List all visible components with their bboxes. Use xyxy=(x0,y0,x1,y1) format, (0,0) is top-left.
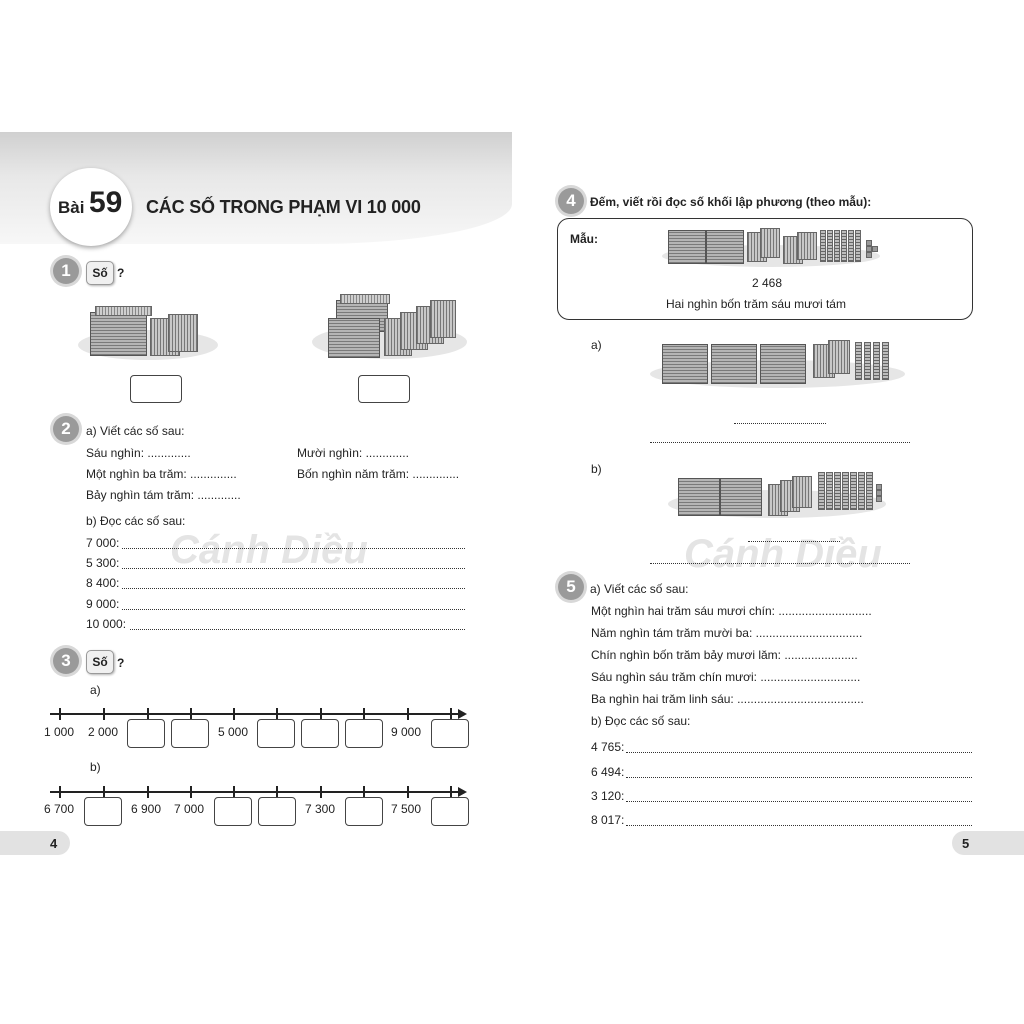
thousand-cube-top xyxy=(340,294,390,304)
ex5-b-answer-line[interactable] xyxy=(626,777,972,778)
arrow-head-icon xyxy=(458,709,467,719)
tick-label: 5 000 xyxy=(218,725,249,739)
ex5-b-answer-line[interactable] xyxy=(626,825,972,826)
ex2-b-label: 9 000: xyxy=(86,597,120,611)
ten-rod xyxy=(841,230,847,262)
sample-label: Mẫu: xyxy=(570,232,598,246)
answer-box-1b[interactable] xyxy=(358,375,410,403)
ex5-b-label: 3 120: xyxy=(591,789,625,803)
ten-rod xyxy=(826,472,833,510)
number-box[interactable] xyxy=(258,797,296,826)
hundred-flat xyxy=(828,340,850,374)
ex2-a-item: Mười nghìn: ............. xyxy=(297,446,409,460)
number-box[interactable] xyxy=(171,719,209,748)
lesson-title: CÁC SỐ TRONG PHẠM VI 10 000 xyxy=(146,197,421,217)
ex4-a-label: a) xyxy=(591,338,602,352)
ten-rod xyxy=(882,342,889,380)
thousand-cube xyxy=(720,478,762,516)
lesson-number: 59 xyxy=(89,186,123,219)
number-box[interactable] xyxy=(84,797,122,826)
so-chip-1: Số xyxy=(86,261,114,285)
ex2-a-item: Sáu nghìn: ............. xyxy=(86,446,191,460)
tick xyxy=(233,708,235,720)
ex2-b-answer-line[interactable] xyxy=(122,548,465,549)
page-number-left: 4 xyxy=(50,836,58,851)
exercise-5-badge: 5 xyxy=(558,574,584,600)
ten-rod xyxy=(818,472,825,510)
thousand-cube xyxy=(711,344,757,384)
so-chip-3: Số xyxy=(86,650,114,674)
number-line-a xyxy=(50,713,460,715)
tick-label: 6 700 xyxy=(44,802,75,816)
arrow-head-icon xyxy=(458,787,467,797)
thousand-cube xyxy=(90,312,147,356)
ex5-b-label: 4 765: xyxy=(591,740,625,754)
sample-number: 2 468 xyxy=(752,276,783,290)
ten-rod xyxy=(864,342,871,380)
thousand-cube xyxy=(760,344,806,384)
ex4-title: Đếm, viết rồi đọc số khối lập phương (theo mẫu): xyxy=(590,195,872,209)
unit-cube xyxy=(872,246,878,252)
ex4-a-words-line[interactable] xyxy=(650,442,910,443)
ex4-b-words-line[interactable] xyxy=(650,563,910,564)
tick-label: 6 900 xyxy=(131,802,162,816)
thousand-cube xyxy=(328,318,380,358)
ten-rod xyxy=(827,230,833,262)
ten-rod xyxy=(873,342,880,380)
ex5-b-label: 8 017: xyxy=(591,813,625,827)
number-box[interactable] xyxy=(214,797,252,826)
question-mark-1: ? xyxy=(117,266,125,280)
ex2-a-item: Bảy nghìn tám trăm: ............. xyxy=(86,488,241,502)
ex2-a-title: a) Viết các số sau: xyxy=(86,424,185,438)
number-box[interactable] xyxy=(431,719,469,748)
thousand-cube-top xyxy=(95,306,152,316)
ten-rod xyxy=(834,230,840,262)
tick xyxy=(407,786,409,798)
ex5-a-item: Một nghìn hai trăm sáu mươi chín: ............................ xyxy=(591,604,872,618)
tick xyxy=(59,786,61,798)
ex5-b-answer-line[interactable] xyxy=(626,801,972,802)
ex4-b-label: b) xyxy=(591,462,602,476)
ten-rod xyxy=(850,472,857,510)
ex5-b-answer-line[interactable] xyxy=(626,752,972,753)
ex2-b-answer-line[interactable] xyxy=(130,629,465,630)
ex2-b-label: 5 300: xyxy=(86,556,120,570)
tick-label: 2 000 xyxy=(88,725,119,739)
ex5-b-title: b) Đọc các số sau: xyxy=(591,714,691,728)
thousand-cube xyxy=(668,230,706,264)
number-box[interactable] xyxy=(127,719,165,748)
tick xyxy=(59,708,61,720)
ten-rod xyxy=(855,342,862,380)
ten-rod xyxy=(848,230,854,262)
ex3-a-label: a) xyxy=(90,683,101,697)
hundred-flat xyxy=(760,228,780,258)
thousand-cube xyxy=(662,344,708,384)
ex3-b-label: b) xyxy=(90,760,101,774)
unit-cube xyxy=(876,496,882,502)
number-box[interactable] xyxy=(345,797,383,826)
tick xyxy=(407,708,409,720)
ex4-b-number-line[interactable] xyxy=(748,541,840,542)
ex2-b-label: 10 000: xyxy=(86,617,127,631)
exercise-4-badge: 4 xyxy=(558,188,584,214)
ex5-a-item: Ba nghìn hai trăm linh sáu: ...................................... xyxy=(591,692,864,706)
ten-rod xyxy=(866,472,873,510)
ex2-b-title: b) Đọc các số sau: xyxy=(86,514,186,528)
watermark-left: Cánh Diều xyxy=(170,528,368,572)
tick xyxy=(190,786,192,798)
ex2-b-label: 8 400: xyxy=(86,576,120,590)
ten-rod xyxy=(842,472,849,510)
thousand-cube xyxy=(706,230,744,264)
ex2-b-answer-line[interactable] xyxy=(122,609,465,610)
tick xyxy=(103,708,105,720)
ex2-b-label: 7 000: xyxy=(86,536,120,550)
tick-label: 7 300 xyxy=(305,802,336,816)
tick-label: 9 000 xyxy=(391,725,422,739)
ex2-b-answer-line[interactable] xyxy=(122,568,465,569)
ex4-a-number-line[interactable] xyxy=(734,423,826,424)
exercise-3-badge: 3 xyxy=(53,648,79,674)
ex5-a-item: Chín nghìn bốn trăm bảy mươi lăm: ...................... xyxy=(591,648,858,662)
ten-rod xyxy=(820,230,826,262)
hundred-flat xyxy=(797,232,817,260)
ex5-a-item: Sáu nghìn sáu trăm chín mươi: .............................. xyxy=(591,670,861,684)
tick xyxy=(320,786,322,798)
question-mark-3: ? xyxy=(117,656,125,670)
tick-label: 7 500 xyxy=(391,802,422,816)
watermark-right: Cánh Diều xyxy=(684,532,882,576)
ten-rod xyxy=(855,230,861,262)
tick-label: 7 000 xyxy=(174,802,205,816)
lesson-label: Bài xyxy=(58,198,85,217)
tick xyxy=(147,786,149,798)
ex2-a-item: Bốn nghìn năm trăm: .............. xyxy=(297,467,460,481)
ex2-a-item: Một nghìn ba trăm: .............. xyxy=(86,467,237,481)
answer-box-1a[interactable] xyxy=(130,375,182,403)
tick-label: 1 000 xyxy=(44,725,75,739)
ex5-a-title: a) Viết các số sau: xyxy=(590,582,689,596)
thousand-cube xyxy=(678,478,720,516)
ex5-b-label: 6 494: xyxy=(591,765,625,779)
number-box[interactable] xyxy=(301,719,339,748)
footer-tab-left xyxy=(0,831,70,855)
sample-words: Hai nghìn bốn trăm sáu mươi tám xyxy=(666,297,846,311)
ex5-a-item: Năm nghìn tám trăm mười ba: ................................ xyxy=(591,626,863,640)
ex2-b-answer-line[interactable] xyxy=(122,588,465,589)
ten-rod xyxy=(858,472,865,510)
unit-cube xyxy=(866,252,872,258)
number-box[interactable] xyxy=(257,719,295,748)
ten-rod xyxy=(834,472,841,510)
number-box[interactable] xyxy=(345,719,383,748)
hundred-flat xyxy=(792,476,812,508)
exercise-1-badge: 1 xyxy=(53,258,79,284)
hundred-flat xyxy=(168,314,198,352)
hundred-flat xyxy=(430,300,456,338)
page-number-right: 5 xyxy=(962,836,970,851)
number-line-b xyxy=(50,791,460,793)
number-box[interactable] xyxy=(431,797,469,826)
exercise-2-badge: 2 xyxy=(53,416,79,442)
